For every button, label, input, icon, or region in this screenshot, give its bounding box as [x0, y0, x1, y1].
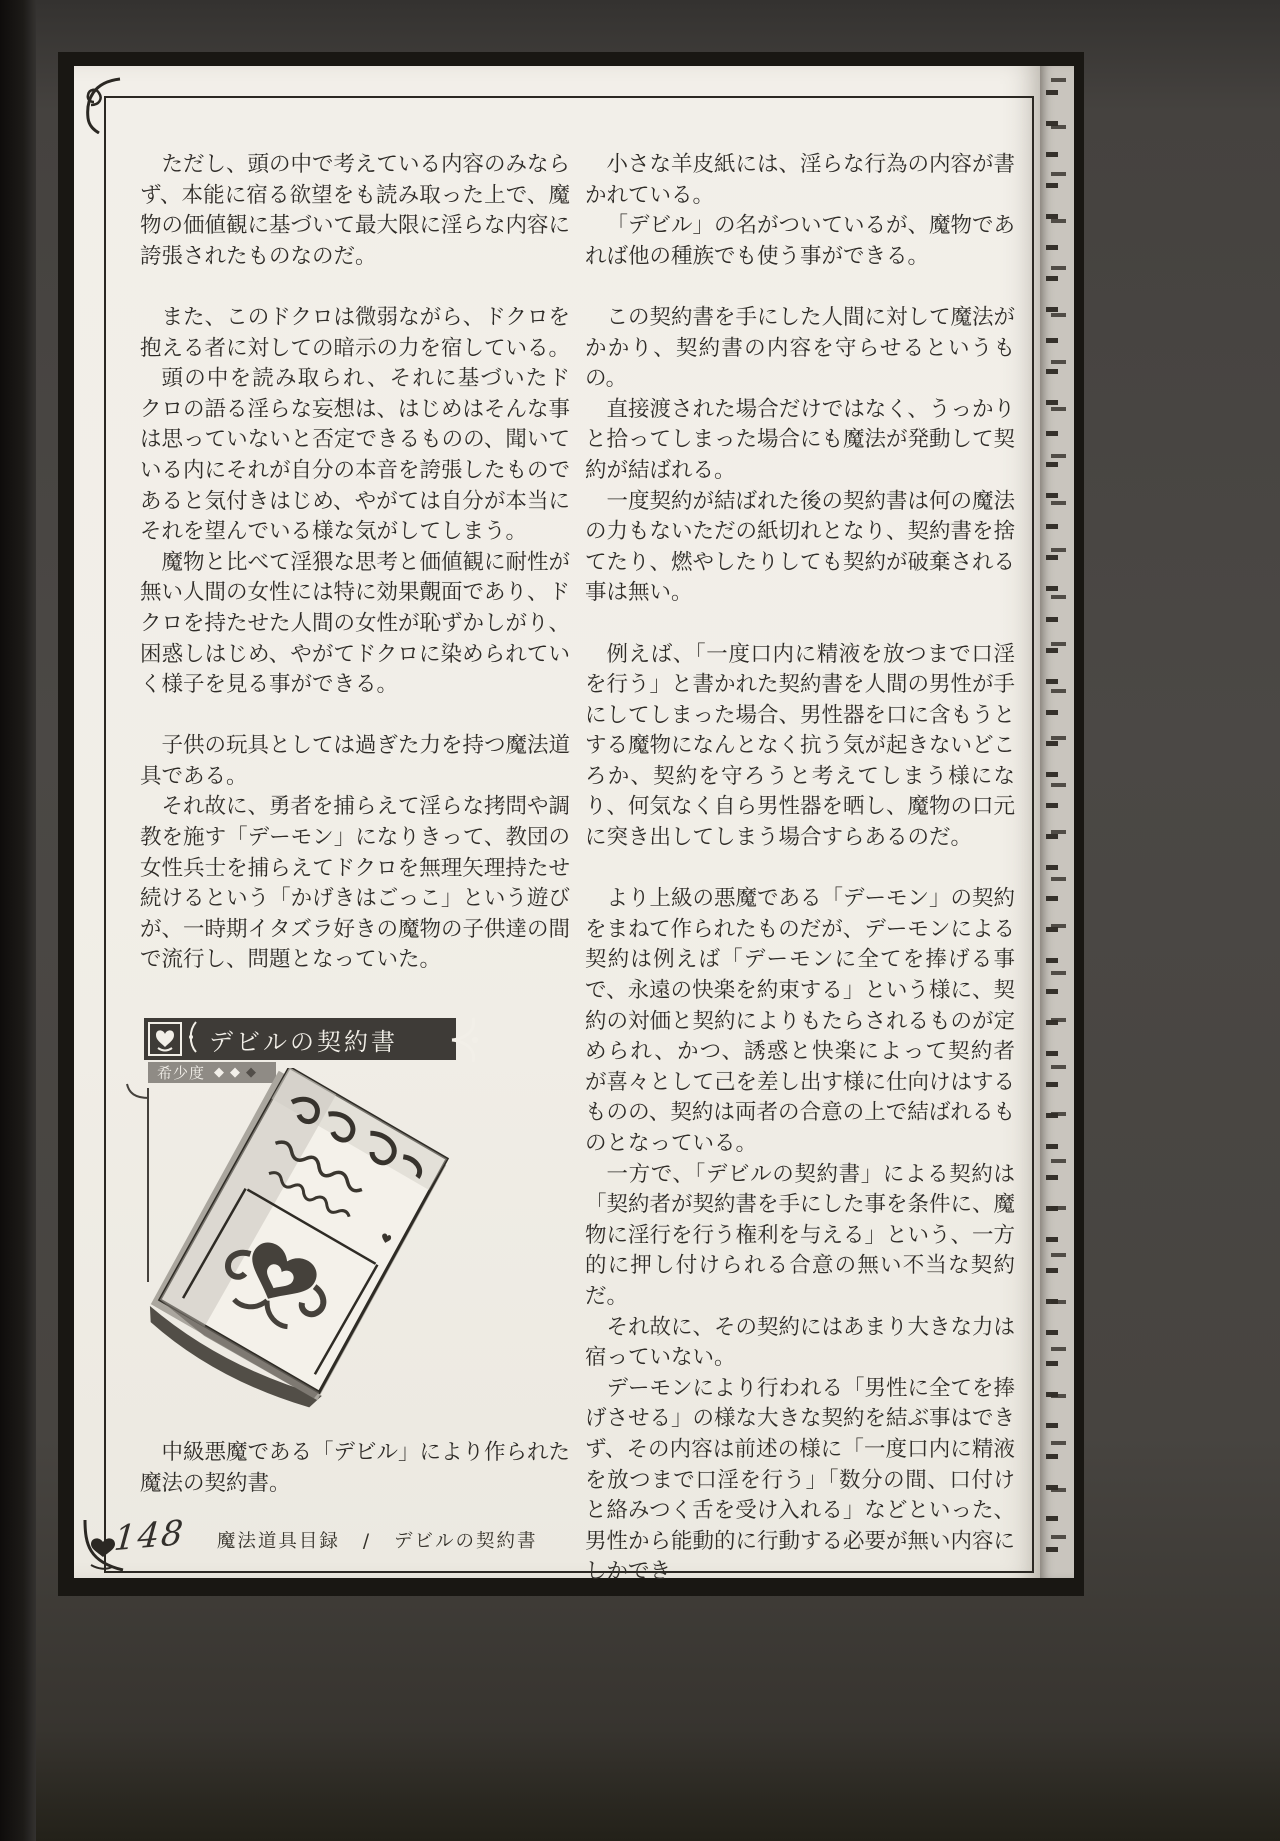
paragraph: 例えば、「一度口内に精液を放つまで口淫を行う」と書かれた契約書を人間の男性が手にしてしまった場合、男性器を口に含もうとする魔物になんとなく抗う気が起きないどころか、契約を守ろうと考えてしまう様になり、何気なく自ら男性器を晒し、魔物の口元に突き出してしまう場合すらあるのだ。 [585, 641, 1016, 851]
banner-left-curl-icon [187, 1020, 199, 1058]
rarity-label: 希少度 [157, 1064, 206, 1082]
illustration-caption [140, 1438, 570, 1499]
heart-emblem-icon [153, 1026, 177, 1052]
paragraph: ただし、頭の中で考えている内容のみならず、本能に宿る欲望をも読み取った上で、魔物の価値観に基づいて最大限に淫らな内容に誇張されたものなのだ。 [140, 152, 571, 269]
paragraph: 一度契約が結ばれた後の契約書は何の魔法の力もないただの紙切れとなり、契約書を捨てたり、燃やしたりしても契約が破棄される事は無い。 [585, 488, 1016, 606]
inner-frame-left-rule [104, 96, 106, 1573]
rarity-diamond-light: ◆ [230, 1065, 241, 1080]
item-title: デビルの契約書 [209, 1027, 398, 1056]
text-column-right [585, 150, 1015, 1588]
paragraph: 「デビル」の名がついているが、魔物であれば他の種族でも使う事ができる。 [585, 213, 1016, 269]
footer-separator: / [362, 1531, 372, 1552]
rarity-diamond-light: ◆ [214, 1065, 225, 1080]
paragraph: それ故に、勇者を捕らえて淫らな拷問や調教を施す「デーモン」になりきって、教団の女性兵士を捕らえてドクロを無理矢理持たせ続けるという「かげきはごっこ」という遊びが、一時期イタズラ好きの魔物の子供達の間で流行し、問題となっていた。 [140, 794, 571, 973]
footer-item-label: デビルの契約書 [393, 1531, 538, 1552]
paragraph: また、このドクロは微弱ながら、ドクロを抱える者に対しての暗示の力を宿している。 [140, 304, 571, 361]
footer-catalog-label: 魔法道具目録 [216, 1531, 340, 1552]
paragraph: デーモンにより行われる「男性に全てを捧げさせる」の様な大きな契約を結ぶ事はできず、その内容は前述の様に「一度口内に精液を放つまで口淫を行う」「数分の間、口付けと絡みつく舌を受け入れる」などといった、男性から能動的に行動する必要が無い内容にしかでき [585, 1375, 1016, 1585]
scan-left-shadow-band [0, 0, 36, 1841]
book-page [74, 66, 1040, 1585]
inner-frame-right-rule [1032, 96, 1034, 1573]
contract-parchment-illustration [138, 1065, 458, 1413]
page-footer [112, 1512, 538, 1560]
paragraph: 小さな羊皮紙には、淫らな行為の内容が書かれている。 [585, 152, 1016, 208]
caption-text: 中級悪魔である「デビル」により作られた魔法の契約書。 [140, 1440, 571, 1496]
paragraph: 子供の玩具としては過ぎた力を持つ魔法道具である。 [140, 733, 571, 789]
rarity-diamond-dark: ◆ [246, 1065, 257, 1080]
paragraph: より上級の悪魔である「デーモン」の契約をまねて作られたものだが、デーモンによる契約は例えば「デーモンに全てを捧げる事で、永遠の快楽を約束する」という様に、契約の対価と契約によりもたらされるものが定められ、かつ、誘惑と快楽によって契約者が喜々として己を差し出す様に仕向けはするものの、契約は両者の合意の上で結ばれるものとなっている。 [585, 886, 1016, 1156]
item-category-box [148, 1022, 182, 1056]
paragraph: この契約書を手にした人間に対して魔法がかかり、契約書の内容を守らせるというもの。 [585, 304, 1016, 392]
item-title-banner [144, 1018, 456, 1060]
text-column-left [140, 150, 570, 976]
paragraph: 直接渡された場合だけではなく、うっかりと拾ってしまった場合にも魔法が発動して契約が結ばれる。 [585, 396, 1016, 483]
inner-frame-top-rule [104, 96, 1034, 98]
banner-right-flourish-icon [446, 1015, 484, 1069]
paragraph: 頭の中を読み取られ、それに基づいたドクロの語る淫らな妄想は、はじめはそんな事は思っていないと否定できるものの、聞いている内にそれが自分の本音を誇張したものであると気付きはじめ、やがては自分が本当にそれを望んでいる様な気がしてしまう。 [140, 366, 571, 545]
corner-flourish-top-left-icon [78, 74, 124, 138]
footer-breadcrumb [217, 1527, 538, 1553]
page-number: 148 [112, 1512, 187, 1560]
paragraph: それ故に、その契約にはあまり大きな力は宿っていない。 [585, 1314, 1016, 1371]
paragraph: 魔物と比べて淫猥な思考と価値観に耐性が無い人間の女性には特に効果覿面であり、ドクロを持たせた人間の女性が恥ずかしがり、困惑しはじめ、やがてドクロに染められていく様子を見る事ができる。 [140, 549, 571, 698]
paragraph: 一方で、「デビルの契約書」による契約は「契約者が契約書を手にした事を条件に、魔物に淫行を行う権利を与える」という、一方的に押し付けられる合意の無い不当な契約だ。 [585, 1161, 1016, 1309]
torn-page-edge [1040, 66, 1074, 1578]
